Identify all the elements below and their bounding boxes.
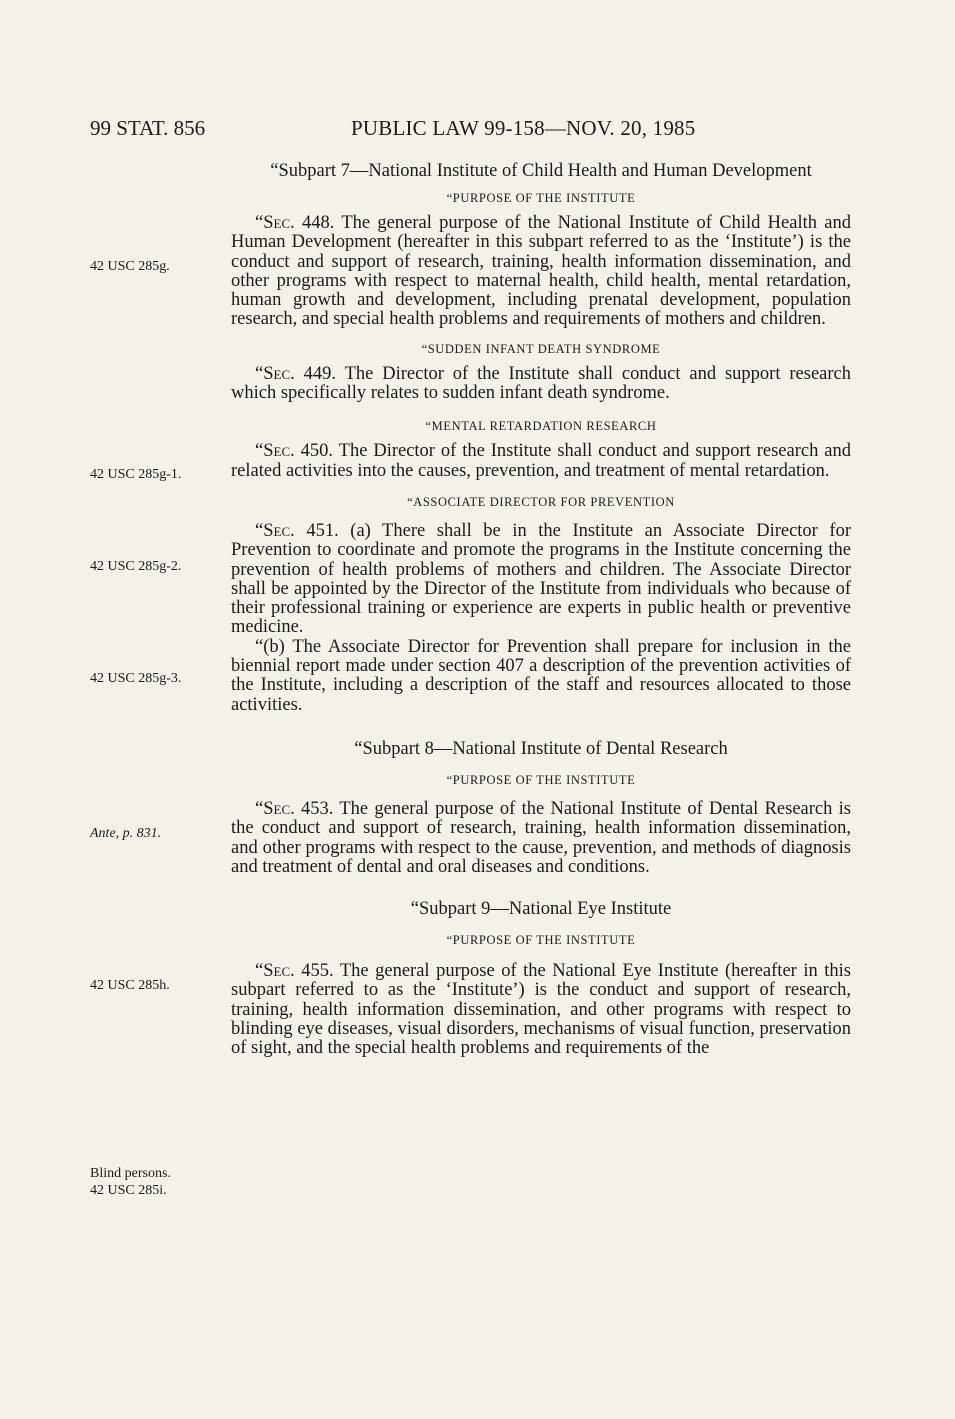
section-451-a xyxy=(231,522,851,638)
heading-mental-retardation: “MENTAL RETARDATION RESEARCH xyxy=(425,419,657,434)
margin-note-usc-285i: 42 USC 285i. xyxy=(90,1183,167,1198)
margin-note-blind-persons: Blind persons. xyxy=(90,1166,171,1181)
margin-note-usc-285g-2: 42 USC 285g-2. xyxy=(90,559,182,574)
page-stat-citation: 99 STAT. 856 xyxy=(90,116,206,140)
margin-note-usc-285g-3: 42 USC 285g-3. xyxy=(90,671,182,686)
section-450-text: 450. The Director of the Institute shall conduct and support research and related activities into the causes, prevention, and treatment of mental retardation. xyxy=(231,441,851,481)
heading-associate-director: “ASSOCIATE DIRECTOR FOR PREVENTION xyxy=(407,494,675,509)
heading-purpose-9: “PURPOSE OF THE INSTITUTE xyxy=(446,933,636,948)
section-450 xyxy=(231,442,851,481)
margin-note-usc-285g: 42 USC 285g. xyxy=(90,259,170,274)
page-running-title: PUBLIC LAW 99-158—NOV. 20, 1985 xyxy=(351,116,696,140)
subpart-7-title: “Subpart 7—National Institute of Child Health and Human Development xyxy=(270,161,812,181)
subpart-8-title: “Subpart 8—National Institute of Dental Research xyxy=(354,738,728,759)
section-448 xyxy=(231,214,851,330)
margin-note-usc-285h: 42 USC 285h. xyxy=(90,978,170,993)
statute-body xyxy=(231,161,851,1059)
section-453-lead: “Sec. xyxy=(255,798,295,819)
section-453-text: 453. The general purpose of the National Institute of Dental Research is the conduct and support of research, training, health information dissemination, and other programs with respect to the cause, prevention, and methods of diagnosis and treatment of dental and oral diseases and conditions. xyxy=(231,798,851,877)
section-448-text: 448. The general purpose of the National Institute of Child Health and Human Development (hereafter in this subpart referred to as the ‘Institute’) is the conduct and support of research, training, health information dissemination, and other programs with respect to maternal health, child health, mental retardation, human growth and development, including prenatal development, population research, and special health problems and requirements of mothers and children. xyxy=(231,213,851,330)
margin-note-usc-285g-1: 42 USC 285g-1. xyxy=(90,467,182,482)
section-453 xyxy=(231,800,851,877)
heading-purpose-7: “PURPOSE OF THE INSTITUTE xyxy=(446,191,636,205)
section-455-lead: “Sec. xyxy=(255,961,295,982)
subpart-9-title: “Subpart 9—National Eye Institute xyxy=(410,899,672,920)
heading-purpose-8: “PURPOSE OF THE INSTITUTE xyxy=(446,772,636,787)
section-449-lead: “Sec. xyxy=(255,363,295,384)
section-450-lead: “Sec. xyxy=(255,441,295,462)
section-451-text: 451. (a) There shall be in the Institute an Associate Director for Prevention to coordinate and promote the programs in the Institute concerning the prevention of health problems of mothers and children. The Associate Director shall be appointed by the Director of the Institute from individuals who because of their professional training or experience are experts in public health or preventive medicine. xyxy=(231,520,851,638)
section-451-b: “(b) The Associate Director for Prevention shall prepare for inclusion in the biennial report made under section 407 a description of the prevention activities of the Institute, including a description of the staff and resources allocated to those activities. xyxy=(231,636,851,715)
section-449 xyxy=(231,365,851,404)
margin-note-ante: Ante, p. 831. xyxy=(90,826,162,841)
section-455 xyxy=(231,962,851,1058)
section-451-lead: “Sec. xyxy=(255,520,295,541)
section-448-lead: “Sec. xyxy=(255,213,295,233)
section-455-text: 455. The general purpose of the National Eye Institute (hereafter in this subpart referred to as the ‘Institute’) is the conduct and support of research, training, health information dissemination, and other programs with respect to blinding eye diseases, visual disorders, mechanisms of visual function, preservation of sight, and the special health problems and requirements of the xyxy=(231,961,851,1059)
section-449-text: 449. The Director of the Institute shall conduct and support research which specifically relates to sudden infant death syndrome. xyxy=(231,363,851,404)
heading-sids: “SUDDEN INFANT DEATH SYNDROME xyxy=(421,341,661,356)
